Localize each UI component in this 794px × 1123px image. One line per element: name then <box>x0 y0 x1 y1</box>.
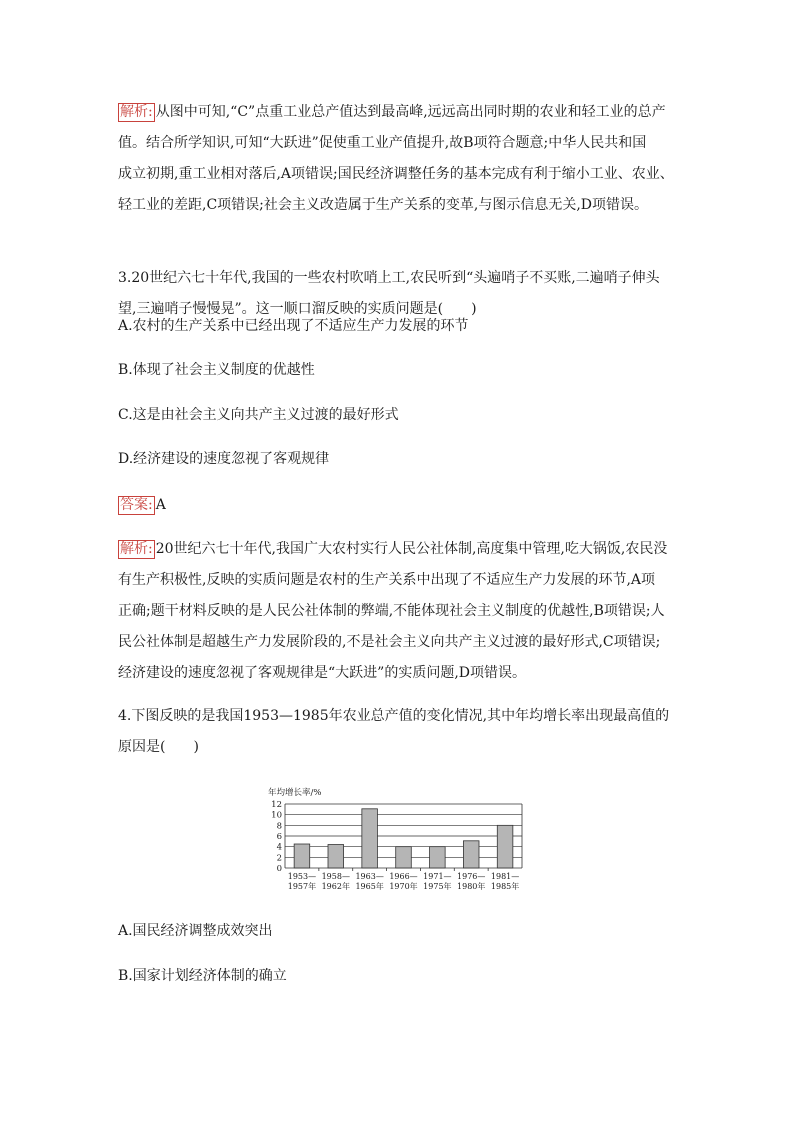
x-tick-label: 1971— <box>423 872 452 881</box>
answer-value: A <box>155 497 166 513</box>
bar <box>497 825 513 868</box>
analysis-line: 经济建设的速度忽视了客观规律是“大跃进”的实质问题,D项错误。 <box>118 665 526 681</box>
y-tick-label: 4 <box>276 842 282 853</box>
y-tick-label: 6 <box>276 832 282 842</box>
answer-tag: 答案: <box>120 497 153 513</box>
analysis-line: 民公社体制是超越生产力发展阶段的,不是社会主义向共产主义过渡的最好形式,C项错误; <box>118 634 661 650</box>
x-tick-label: 1958— <box>321 872 350 881</box>
x-tick-label: 1985年 <box>490 882 520 891</box>
question-line: 3.20世纪六七十年代,我国的一些农村吹哨上工,农民听到“头遍哨子不买账,二遍哨子伸头 <box>118 270 660 286</box>
analysis-line: 正确;题干材料反映的是人民公社体制的弊端,不能体现社会主义制度的优越性,B项错误;人 <box>118 603 665 619</box>
y-tick-label: 8 <box>276 821 282 832</box>
y-tick-label: 2 <box>276 853 282 864</box>
x-tick-label: 1970年 <box>389 882 418 891</box>
bar <box>328 845 344 868</box>
analysis-line: 值。结合所学知识,可知“大跃进”促使重工业产值提升,故B项符合题意;中华人民共和国 <box>118 135 647 151</box>
analysis-line: 有生产积极性,反映的实质问题是农村的生产关系中出现了不适应生产力发展的环节,A项 <box>118 572 656 588</box>
bar-chart-svg <box>260 784 530 894</box>
question-3-option-c: C.这是由社会主义向共产主义过渡的最好形式 <box>118 407 399 423</box>
y-tick-label: 12 <box>271 800 282 810</box>
x-tick-label: 1966— <box>389 872 418 881</box>
question-line: 望,三遍哨子慢慢晃”。这一顺口溜反映的实质问题是( ) <box>118 301 477 317</box>
question-3-answer <box>118 490 678 521</box>
bar <box>294 844 310 868</box>
bar <box>430 847 446 868</box>
x-tick-label: 1975年 <box>423 882 452 891</box>
x-tick-label: 1981— <box>490 872 520 881</box>
question-3-option-d: D.经济建设的速度忽视了客观规律 <box>118 451 330 467</box>
analysis-block-1 <box>118 97 678 221</box>
y-tick-label: 10 <box>271 810 282 821</box>
x-tick-label: 1965年 <box>355 882 384 891</box>
x-tick-label: 1962年 <box>321 882 350 891</box>
question-3-option-a: A.农村的生产关系中已经出现了不适应生产力发展的环节 <box>118 318 469 334</box>
question-line: 4.下图反映的是我国1953—1985年农业总产值的变化情况,其中年均增长率出现最高值的 <box>118 708 670 724</box>
bar <box>463 841 479 868</box>
question-3-option-b: B.体现了社会主义制度的优越性 <box>118 362 315 378</box>
y-axis-label: 年均增长率/% <box>268 788 322 798</box>
question-4-option-a: A.国民经济调整成效突出 <box>118 923 273 939</box>
question-4-option-b: B.国家计划经济体制的确立 <box>118 968 287 984</box>
analysis-block-2 <box>118 534 678 689</box>
x-tick-label: 1953— <box>287 872 317 881</box>
question-4-stem <box>118 701 678 763</box>
question-line: 原因是( ) <box>118 739 199 755</box>
bar <box>396 847 412 868</box>
y-tick-label: 0 <box>276 864 282 874</box>
analysis-line: 解析: 从图中可知,“C”点重工业总产值达到最高峰,远远高出同时期的农业和轻工业的总产 <box>120 104 666 120</box>
x-tick-label: 1980年 <box>457 882 486 891</box>
bar <box>362 809 378 868</box>
analysis-line: 成立初期,重工业相对落后,A项错误;国民经济调整任务的基本完成有利于缩小工业、农业、 <box>118 166 674 182</box>
analysis-tag: 解析: <box>120 541 153 557</box>
growth-rate-chart <box>260 784 530 894</box>
x-tick-label: 1963— <box>355 872 384 881</box>
x-tick-label: 1976— <box>457 872 486 881</box>
x-tick-label: 1957年 <box>287 882 317 891</box>
analysis-tag: 解析: <box>120 104 153 120</box>
analysis-line: 解析: 20世纪六七十年代,我国广大农村实行人民公社体制,高度集中管理,吃大锅饭,农民没 <box>120 541 668 557</box>
analysis-line: 轻工业的差距,C项错误;社会主义改造属于生产关系的变革,与图示信息无关,D项错误。 <box>118 197 649 213</box>
